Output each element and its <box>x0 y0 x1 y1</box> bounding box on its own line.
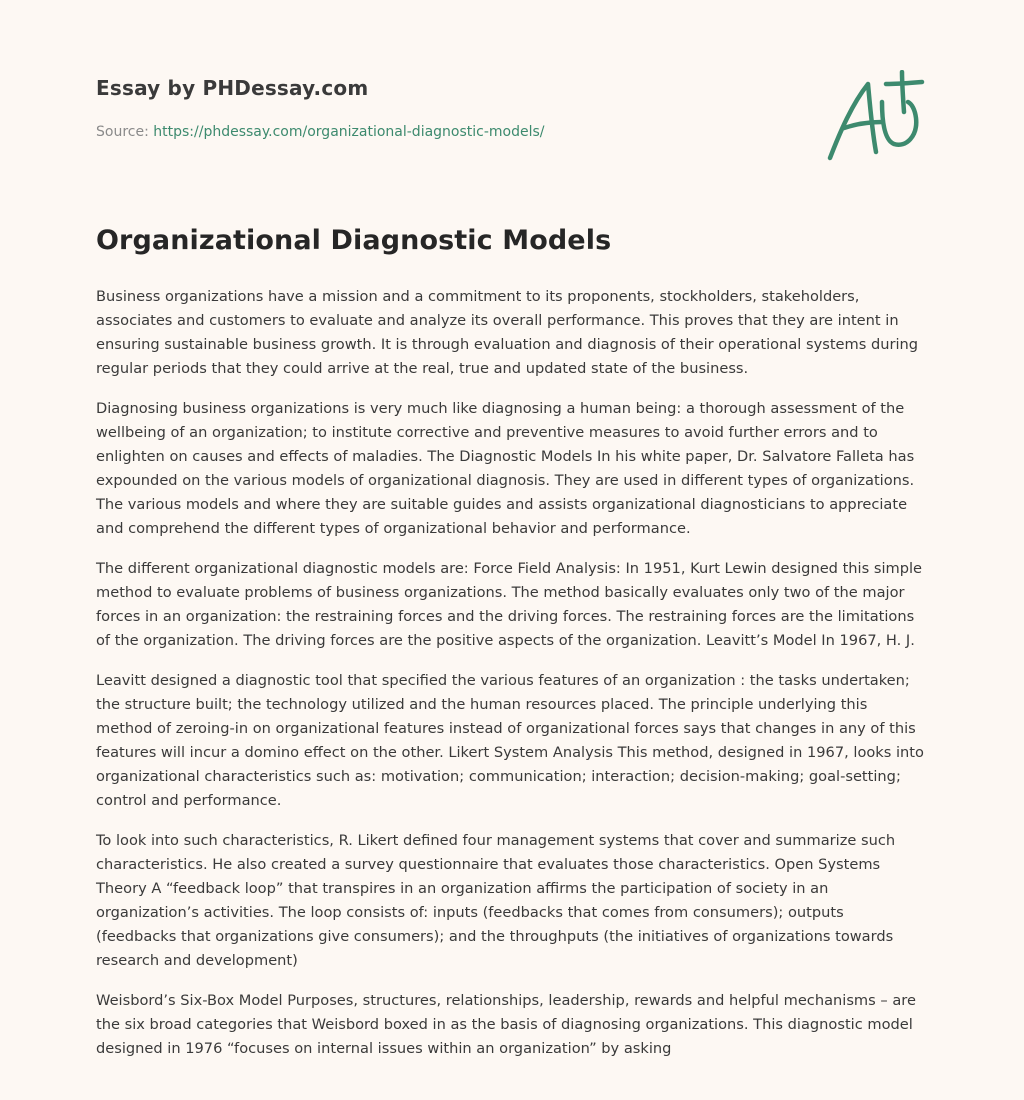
paragraph: Diagnosing business organizations is very much like diagnosing a human being: a thorough assessment of the wellbeing of an organization; to institute corrective and preventive measures to avoid further errors and to enlighten on causes and effects of maladies. The Diagnostic Models In his white paper, Dr. Salvatore Falleta has expounded on the various models of organizational diagnosis. They are used in different types of organizations. The various models and where they are suitable guides and assists organizational diagnosticians to appreciate and comprehend the different types of organizational behavior and performance. <box>96 400 915 537</box>
source-line <box>96 124 545 140</box>
page-title: Organizational Diagnostic Models <box>96 225 612 256</box>
article-body <box>96 285 926 1077</box>
paragraph: Weisbord’s Six-Box Model Purposes, structures, relationships, leadership, rewards and helpful mechanisms – are the six broad categories that Weisbord boxed in as the basis of diagnosing organizations. This diagnostic model designed in 1976 “focuses on internal issues within an organization” by asking <box>96 992 916 1057</box>
paragraph: To look into such characteristics, R. Likert defined four management systems that cover and summarize such characteristics. He also created a survey questionnaire that evaluates those characteristics. Open Systems Theory A “feedback loop” that transpires in an organization affirms the participation of society in an organization’s activities. The loop consists of: inputs (feedbacks that comes from consumers); outputs (feedbacks that organizations give consumers); and the throughputs (the initiatives of organizations towards research and development) <box>96 832 896 969</box>
paragraph: The different organizational diagnostic models are: Force Field Analysis: In 1951, Kurt Lewin designed this simple method to evaluate problems of business organizations. The method basically evaluates only two of the major forces in an organization: the restraining forces and the driving forces. The restraining forces are the limitations of the organization. The driving forces are the positive aspects of the organization. Leavitt’s Model In 1967, H. J. <box>96 560 923 649</box>
page-header <box>96 0 926 200</box>
source-label: Source: <box>96 124 149 140</box>
paragraph: Leavitt designed a diagnostic tool that specified the various features of an organization : the tasks undertaken; the structure built; the technology utilized and the human resources placed. The principle underlying this method of zeroing-in on organizational features instead of organizational forces says that changes in any of this features will incur a domino effect on the other. Likert System Analysis This method, designed in 1967, looks into organizational characteristics such as: motivation; communication; interaction; decision-making; goal-setting; control and performance. <box>96 672 924 809</box>
a-plus-logo-icon <box>826 70 926 162</box>
source-link[interactable]: https://phdessay.com/organizational-diagnostic-models/ <box>153 124 545 140</box>
essay-page <box>96 0 926 1057</box>
paragraph: Business organizations have a mission and a commitment to its proponents, stockholders, stakeholders, associates and customers to evaluate and analyze its overall performance. This proves that they are intent in ensuring sustainable business growth. It is through evaluation and diagnosis of their operational systems during regular periods that they could arrive at the real, true and updated state of the business. <box>96 288 919 377</box>
brand-title: Essay by PHDessay.com <box>96 76 369 100</box>
